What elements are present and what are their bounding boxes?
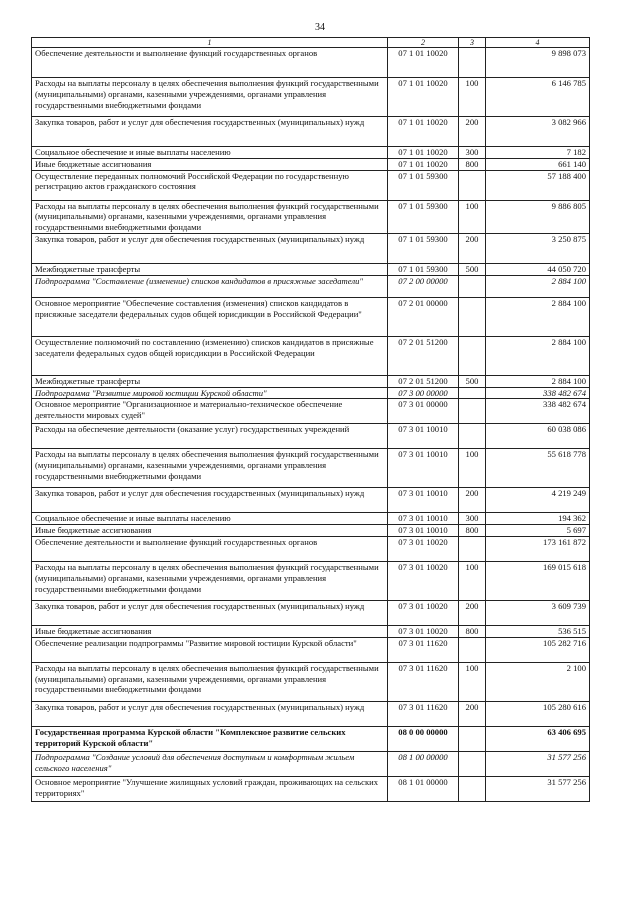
column-header-code: 2	[388, 38, 459, 48]
table-row	[32, 233, 590, 263]
row-expense-type	[459, 48, 486, 78]
column-number-row	[32, 38, 590, 48]
row-name: Закупка товаров, работ и услуг для обеспечения государственных (муниципальных) нужд	[32, 600, 388, 625]
row-name: Закупка товаров, работ и услуг для обеспечения государственных (муниципальных) нужд	[32, 488, 388, 513]
row-amount: 338 482 674	[486, 387, 590, 399]
row-expense-type: 200	[459, 233, 486, 263]
row-code: 07 2 00 00000	[388, 275, 459, 297]
row-name: Основное мероприятие "Обеспечение составления (изменения) списков кандидатов в присяжные заседатели федеральных судов общей юрисдикции в Российской Федерации"	[32, 297, 388, 336]
row-code: 08 1 00 00000	[388, 751, 459, 776]
row-name: Подпрограмма "Создание условий для обеспечения доступным и комфортным жильем сельского населения"	[32, 751, 388, 776]
row-name: Осуществление полномочий по составлению (изменению) списков кандидатов в присяжные заседатели федеральных судов общей юрисдикции в Российской Федерации	[32, 336, 388, 375]
row-amount: 3 609 739	[486, 600, 590, 625]
row-expense-type: 100	[459, 200, 486, 233]
row-name: Расходы на выплаты персоналу в целях обеспечения выполнения функций государственными (муниципальными) органами, казенными учреждениями, органами управления государственными внебюджетными фондами	[32, 662, 388, 701]
row-name: Закупка товаров, работ и услуг для обеспечения государственных (муниципальных) нужд	[32, 233, 388, 263]
row-name: Расходы на выплаты персоналу в целях обеспечения выполнения функций государственными (муниципальными) органами, казенными учреждениями, органами управления государственными внебюджетными фондами	[32, 449, 388, 488]
row-code: 07 3 01 11620	[388, 662, 459, 701]
row-expense-type: 800	[459, 158, 486, 170]
row-name: Подпрограмма "Развитие мировой юстиции Курской области"	[32, 387, 388, 399]
table-row	[32, 48, 590, 78]
row-name: Расходы на выплаты персоналу в целях обеспечения выполнения функций государственными (муниципальными) органами, казенными учреждениями, органами управления государственными внебюджетными фондами	[32, 78, 388, 117]
table-row	[32, 424, 590, 449]
row-amount: 5 697	[486, 525, 590, 537]
row-amount: 2 884 100	[486, 275, 590, 297]
table-row	[32, 536, 590, 561]
row-amount: 31 577 256	[486, 751, 590, 776]
table-row	[32, 263, 590, 275]
row-code: 07 3 00 00000	[388, 387, 459, 399]
row-expense-type	[459, 637, 486, 662]
table-row	[32, 170, 590, 200]
row-amount: 105 282 716	[486, 637, 590, 662]
row-name: Закупка товаров, работ и услуг для обеспечения государственных (муниципальных) нужд	[32, 117, 388, 147]
row-code: 07 1 01 10020	[388, 158, 459, 170]
row-name: Расходы на выплаты персоналу в целях обеспечения выполнения функций государственными (муниципальными) органами, казенными учреждениями, органами управления государственными внебюджетными фондами	[32, 561, 388, 600]
budget-table-body	[32, 38, 590, 802]
table-row	[32, 525, 590, 537]
row-amount: 57 188 400	[486, 170, 590, 200]
row-expense-type	[459, 297, 486, 336]
row-amount: 173 161 872	[486, 536, 590, 561]
row-amount: 6 146 785	[486, 78, 590, 117]
row-code: 07 3 01 10020	[388, 561, 459, 600]
row-amount: 338 482 674	[486, 399, 590, 424]
table-row	[32, 701, 590, 726]
table-row	[32, 488, 590, 513]
row-name: Обеспечение деятельности и выполнение функций государственных органов	[32, 536, 388, 561]
table-row	[32, 561, 590, 600]
row-code: 08 0 00 00000	[388, 726, 459, 751]
table-row	[32, 375, 590, 387]
row-amount: 194 362	[486, 513, 590, 525]
row-expense-type	[459, 387, 486, 399]
row-code: 07 2 01 00000	[388, 297, 459, 336]
row-expense-type	[459, 275, 486, 297]
row-amount: 661 140	[486, 158, 590, 170]
row-code: 07 1 01 10020	[388, 147, 459, 159]
row-expense-type	[459, 776, 486, 801]
row-name: Закупка товаров, работ и услуг для обеспечения государственных (муниципальных) нужд	[32, 701, 388, 726]
row-amount: 2 884 100	[486, 336, 590, 375]
row-amount: 3 250 875	[486, 233, 590, 263]
page-number: 34	[315, 22, 325, 33]
row-name: Подпрограмма "Составление (изменение) списков кандидатов в присяжные заседатели"	[32, 275, 388, 297]
row-name: Расходы на выплаты персоналу в целях обеспечения выполнения функций государственными (муниципальными) органами, казенными учреждениями, органами управления государственными внебюджетными фондами	[32, 200, 388, 233]
row-amount: 2 884 100	[486, 375, 590, 387]
table-row	[32, 336, 590, 375]
row-code: 07 1 01 59300	[388, 200, 459, 233]
table-row	[32, 297, 590, 336]
row-expense-type: 200	[459, 488, 486, 513]
row-expense-type	[459, 726, 486, 751]
row-code: 07 1 01 59300	[388, 170, 459, 200]
row-code: 07 3 01 10020	[388, 625, 459, 637]
budget-table	[31, 37, 590, 802]
row-code: 07 3 01 10010	[388, 513, 459, 525]
row-expense-type	[459, 399, 486, 424]
row-name: Социальное обеспечение и иные выплаты населению	[32, 513, 388, 525]
row-name: Иные бюджетные ассигнования	[32, 525, 388, 537]
table-row	[32, 147, 590, 159]
row-expense-type	[459, 751, 486, 776]
row-code: 07 1 01 59300	[388, 233, 459, 263]
table-row	[32, 275, 590, 297]
row-code: 07 2 01 51200	[388, 375, 459, 387]
row-expense-type: 800	[459, 525, 486, 537]
row-amount: 2 100	[486, 662, 590, 701]
row-expense-type	[459, 424, 486, 449]
row-name: Обеспечение деятельности и выполнение функций государственных органов	[32, 48, 388, 78]
table-row	[32, 513, 590, 525]
table-row	[32, 399, 590, 424]
row-code: 07 1 01 10020	[388, 48, 459, 78]
row-name: Обеспечение реализации подпрограммы "Развитие мировой юстиции Курской области"	[32, 637, 388, 662]
row-name: Расходы на обеспечение деятельности (оказание услуг) государственных учреждений	[32, 424, 388, 449]
row-code: 07 1 01 10020	[388, 78, 459, 117]
row-amount: 105 280 616	[486, 701, 590, 726]
table-row	[32, 158, 590, 170]
row-code: 07 1 01 10020	[388, 117, 459, 147]
row-expense-type: 100	[459, 561, 486, 600]
row-code: 07 3 01 00000	[388, 399, 459, 424]
row-name: Иные бюджетные ассигнования	[32, 158, 388, 170]
row-expense-type: 300	[459, 513, 486, 525]
row-amount: 9 886 805	[486, 200, 590, 233]
row-code: 07 1 01 59300	[388, 263, 459, 275]
row-code: 07 3 01 11620	[388, 701, 459, 726]
column-header-type: 3	[459, 38, 486, 48]
table-row	[32, 78, 590, 117]
row-name: Социальное обеспечение и иные выплаты населению	[32, 147, 388, 159]
row-name: Межбюджетные трансферты	[32, 263, 388, 275]
row-amount: 3 082 966	[486, 117, 590, 147]
table-row	[32, 200, 590, 233]
row-name: Осуществление переданных полномочий Российской Федерации по государственную регистрацию актов гражданского состояния	[32, 170, 388, 200]
table-row	[32, 726, 590, 751]
row-code: 08 1 01 00000	[388, 776, 459, 801]
column-header-amount: 4	[486, 38, 590, 48]
row-amount: 536 515	[486, 625, 590, 637]
row-expense-type: 200	[459, 117, 486, 147]
row-expense-type: 500	[459, 375, 486, 387]
table-row	[32, 751, 590, 776]
row-amount: 7 182	[486, 147, 590, 159]
table-row	[32, 387, 590, 399]
row-code: 07 3 01 10010	[388, 488, 459, 513]
row-expense-type: 500	[459, 263, 486, 275]
row-code: 07 3 01 10020	[388, 600, 459, 625]
row-expense-type	[459, 170, 486, 200]
row-code: 07 3 01 10010	[388, 449, 459, 488]
row-amount: 44 050 720	[486, 263, 590, 275]
row-expense-type: 200	[459, 701, 486, 726]
row-amount: 60 038 086	[486, 424, 590, 449]
row-code: 07 3 01 10020	[388, 536, 459, 561]
row-expense-type	[459, 536, 486, 561]
row-code: 07 3 01 10010	[388, 525, 459, 537]
row-expense-type: 800	[459, 625, 486, 637]
row-amount: 169 015 618	[486, 561, 590, 600]
row-amount: 4 219 249	[486, 488, 590, 513]
row-expense-type	[459, 336, 486, 375]
table-row	[32, 776, 590, 801]
table-row	[32, 662, 590, 701]
row-name: Государственная программа Курской области "Комплексное развитие сельских территорий Курской области"	[32, 726, 388, 751]
table-row	[32, 117, 590, 147]
row-name: Основное мероприятие "Улучшение жилищных условий граждан, проживающих на сельских территориях"	[32, 776, 388, 801]
table-row	[32, 449, 590, 488]
table-row	[32, 625, 590, 637]
row-expense-type: 100	[459, 449, 486, 488]
table-row	[32, 637, 590, 662]
table-row	[32, 600, 590, 625]
row-name: Иные бюджетные ассигнования	[32, 625, 388, 637]
row-expense-type: 100	[459, 662, 486, 701]
column-header-name: 1	[32, 38, 388, 48]
row-expense-type: 100	[459, 78, 486, 117]
row-expense-type: 200	[459, 600, 486, 625]
row-amount: 63 406 695	[486, 726, 590, 751]
row-amount: 55 618 778	[486, 449, 590, 488]
row-name: Основное мероприятие "Организационное и материально-техническое обеспечение деятельности мировых судей"	[32, 399, 388, 424]
row-amount: 9 898 073	[486, 48, 590, 78]
row-amount: 31 577 256	[486, 776, 590, 801]
row-code: 07 2 01 51200	[388, 336, 459, 375]
row-expense-type: 300	[459, 147, 486, 159]
row-code: 07 3 01 11620	[388, 637, 459, 662]
row-code: 07 3 01 10010	[388, 424, 459, 449]
row-amount: 2 884 100	[486, 297, 590, 336]
row-name: Межбюджетные трансферты	[32, 375, 388, 387]
